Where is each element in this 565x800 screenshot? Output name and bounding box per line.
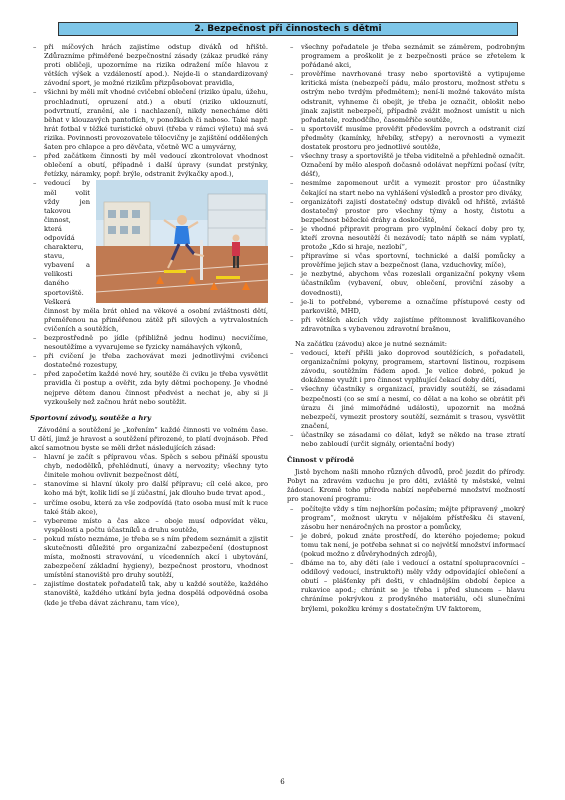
list-item: – před začátkem činnosti by měl vedoucí zkontrolovat vhodnost oblečení a obutí, případně i další úpravy (sundat prstýnky, řetízky, náramky, popř. brýle, odstranit žvýkačky apod.), [30,152,268,179]
list-item: – vybereme místo a čas akce – oboje musí odpovídat věku, vyspělosti a počtu účastníků a druhu soutěže, [30,517,268,535]
rules-list-organisation [287,43,525,334]
children-hurdles-photo [96,180,268,303]
list-item-with-photo [30,179,268,334]
list-item: – dbáme na to, aby děti (ale i vedoucí a ostatní spolupracovníci – oddílový vedoucí, instruktoři) měly vždy odpovídající oblečení a obutí – plášťenky při dešti, v chladnějším období čepice a rukavice apod.; chránit se je třeba i před sluncem – hlavu chráníme pokrývkou z prodyšného materiálu, oči slunečními brýlemi, pokožku krémy s dostatečným UV faktorem, [287,559,525,614]
chapter-title-bar [58,22,518,36]
rules-list-general [30,43,268,407]
list-item: – je dobré, pokud znáte prostředí, do kterého pojedeme; pokud tomu tak není, je potřeba sehnat si co největší množství informací (pokud možno z důvěryhodných zdrojů), [287,532,525,559]
list-item: – všechny trasy a sportoviště je třeba viditelně a přehledně označit. Označení by mělo alespoň dočasně odolávat nepřízni počasí (vítr, déšť), [287,152,525,179]
list-item: – je nezbytné, abychom včas rozeslali organizační pokyny všem účastníkům (vybavení, obuv, oblečení, proviční zásoby a dovednosti), [287,270,525,297]
left-column [30,43,268,608]
list-item: – organizátoři zajistí dostatečný odstup diváků od hřiště, zvláště dostatečný prostor pro všechny týmy a hosty, čistotu a bezpečnost běžecké dráhy a doskočiště, [287,198,525,225]
list-item: – připravíme si včas sportovní, technické a další pomůcky a prověříme jejich stav a bezpečnost (lana, vzduchovky, míče), [287,252,525,270]
rules-list-competition [30,453,268,608]
chapter-title: 2. Bezpečnost při činnostech s dětmi [194,24,382,34]
list-item: – je-li to potřebné, vybereme a označíme přístupové cesty od parkoviště, MHD, [287,298,525,316]
list-item: – všichni by měli mít vhodné cvičební oblečení (riziko úpalu, úžehu, prochladnutí, opruzení atd.) a obutí (riziko uklouznutí, podvrtnutí, zranění, ale i nachlazení), nikdy nenecháme děti běhat v klouzavých pantoflích, v ponožkách či naboso. Také např. hrát fotbal v těžké turistické obuvi (třeba v rámci výletu) má svá rizika. Povinnosti provozovatele tělocvičny je zajištění oddělených šaten pro chlapce a pro děvčata, včetně WC a umyvárny, [30,88,268,152]
page-number: 6 [280,778,285,786]
list-item: – všechny účastníky s organizací, pravidly soutěží, se zásadami bezpečnosti (co se smí a nesmí, co dělat a na koho se obrátit při úrazu či jiné mimořádné události), upozornit na možná nebezpečí, vymezit prostory soutěží, seznámit s trasou, vysvětlit značení, [287,385,525,430]
section-heading: Sportovní závody, soutěže a hry [30,413,152,422]
rules-list-start [287,349,525,449]
section-intro: Závodění a soutěžení je „kořením“ každé činnosti ve volném čase. U dětí, jimž je hravost a soutěžení přirozené, to platí dvojnásob. Před akcí samotnou byste se měli držet následujících zásad: [30,425,268,452]
list-item: – určíme osobu, která za vše zodpovídá (tato osoba musí mít k ruce také štáb akce), [30,499,268,517]
right-column [287,43,525,614]
list-item: – stanovíme si hlavní úkoly pro další přípravu; cíl celé akce, pro koho má být, kolik lidí se jí zúčastní, jak dlouho bude trvat apod., [30,480,268,498]
photo-illustration [96,180,268,303]
list-item: – bezprostředně po jídle (přibližně jednu hodinu) necvičíme, nesoutěžíme a vyvarujeme se fyzicky namáhavých výkonů, [30,334,268,352]
list-item: – vedoucí, kteří přišli jako doprovod soutěžících, s pořadateli, organizačními pokyny, programem, startovní listinou, rozpisem závodu, soutěžním řádem apod. Je velice dobré, pokud je dokážeme využít i pro činnost vyplňující čekací doby dětí, [287,349,525,385]
list-item: – je vhodné připravit program pro vyplnění čekací doby pro ty, kteří zrovna nesoutěží či nezávodí; tato náplň se nám vyplatí, protože „Kdo si hraje, nezlobí“, [287,225,525,252]
rules-list-nature [287,505,525,614]
list-item: – prověříme navrhované trasy nebo sportoviště a vytipujeme kritická místa (nebezpečí pádu, málo prostoru, možnost střetu s ostrým nebo tvrdým předmětem); není-li možné takováto místa odstranit, vyhneme či obejít, je třeba je označit, oblošit nebo jinak zajistit nebezpečí, případně zvážit možnost umístit u nich pořadatele, rozhodčího, časoměřiče soutěže, [287,70,525,125]
start-intro: Na začátku (závodu) akce je nutné seznámit: [295,340,447,348]
list-item: – počítejte vždy s tím nejhorším počasím; mějte připravený „mokrý program“, možnost ukrytu v nějakém přístřešku či stavení, zásobu her nenáročných na prostor a pomůcky, [287,505,525,532]
list-item: – nesmíme zapomenout určit a vymezit prostor pro účastníky čekající na start nebo na vyhlášení výsledků a prostor pro diváky, [287,179,525,197]
list-item: – pokud místo neznáme, je třeba se s ním předem seznámit a zjistit skutečnosti důležité pro organizační zabezpečení (dostupnost místa, možnosti stravování, u vícedenních akcí i ubytování, zabezpečení základní hygieny), bezpečnost prostoru, vhodnost umístění stanoviště pro druhy soutěží, [30,535,268,580]
section-heading: Činnost v přírodě [287,456,355,465]
list-item: – hlavní je začít s přípravou včas. Spěch s sebou přináší spoustu chyb, nedodělků, přehlédnutí, únavy a nervozity; všechny tyto činitele mohou ovlivnit bezpečnost dětí, [30,453,268,480]
list-item: – u sportovišť musíme prověřit především povrch a odstranit cizí předměty (kamínky, hřebíky, střepy) a nerovnosti a vymezit dostatek prostoru pro jednotlivé soutěže, [287,125,525,152]
list-item: – účastníky se zásadami co dělat, když se někdo na trase ztratí nebo zabloudí (určit signály, orientační body) [287,431,525,449]
list-item: – všechny pořadatele je třeba seznámit se záměrem, podrobným programem a proškolit je z bezpečnosti práce se zřetelem k pořádané akci, [287,43,525,70]
list-item: – zajistíme dostatek pořadatelů tak, aby u každé soutěže, každého stanoviště, každého utkání byla jedna dospělá odpovědná osoba (kde je třeba dávat záchranu, tam více), [30,580,268,607]
list-item: – při míčových hrách zajistíme odstup diváků od hřiště. Zdůrazníme přiměřené bezpečnostní zásady (zákaz prudké rány proti obličeji, upozorníme na rizika odražení míče hlavou z větších výšek a vzdáleností apod.). Nejde-li o standardizovaný závodní sport, je možné rizikům přizpůsobovat pravidla, [30,43,268,88]
section-intro: Jistě bychom našli mnoho různých důvodů, proč jezdit do přírody. Pobyt na zdravém vzduchu je pro děti, zvláště ty městské, velmi žádoucí. Kromě toho příroda nabízí nepřeberné množství možností pro stanovení programu: [287,468,525,504]
list-item: – při cvičení je třeba zachovávat mezi jednotlivými cvičenci dostatečné rozestupy, [30,352,268,370]
list-item: – při větších akcích vždy zajistíme přítomnost kvalifikovaného zdravotníka s vybavenou zdravotní brašnou, [287,316,525,334]
list-item: – před započetím každé nové hry, soutěže či cviku je třeba vysvětlit pravidla či postup a ověřit, zda byly dětmi pochopeny. Je vhodné nejprve dětem danou činnost předvést a nechat je, aby si ji vyzkoušely než začnou hrát nebo soutěžit. [30,370,268,406]
list-item-text: vedoucí by měl volit vždy jen takovou činnost, která odpovídá charakteru, stavu, vybavení a velikosti daného sportoviště. Veškerá činnost by měla brát ohled na věkové a osobní zvláštnosti dětí, přeměřenou na přiměřenou zátěž při silových a vytrvalostních cvičeních a soutěžích, [44,179,268,333]
